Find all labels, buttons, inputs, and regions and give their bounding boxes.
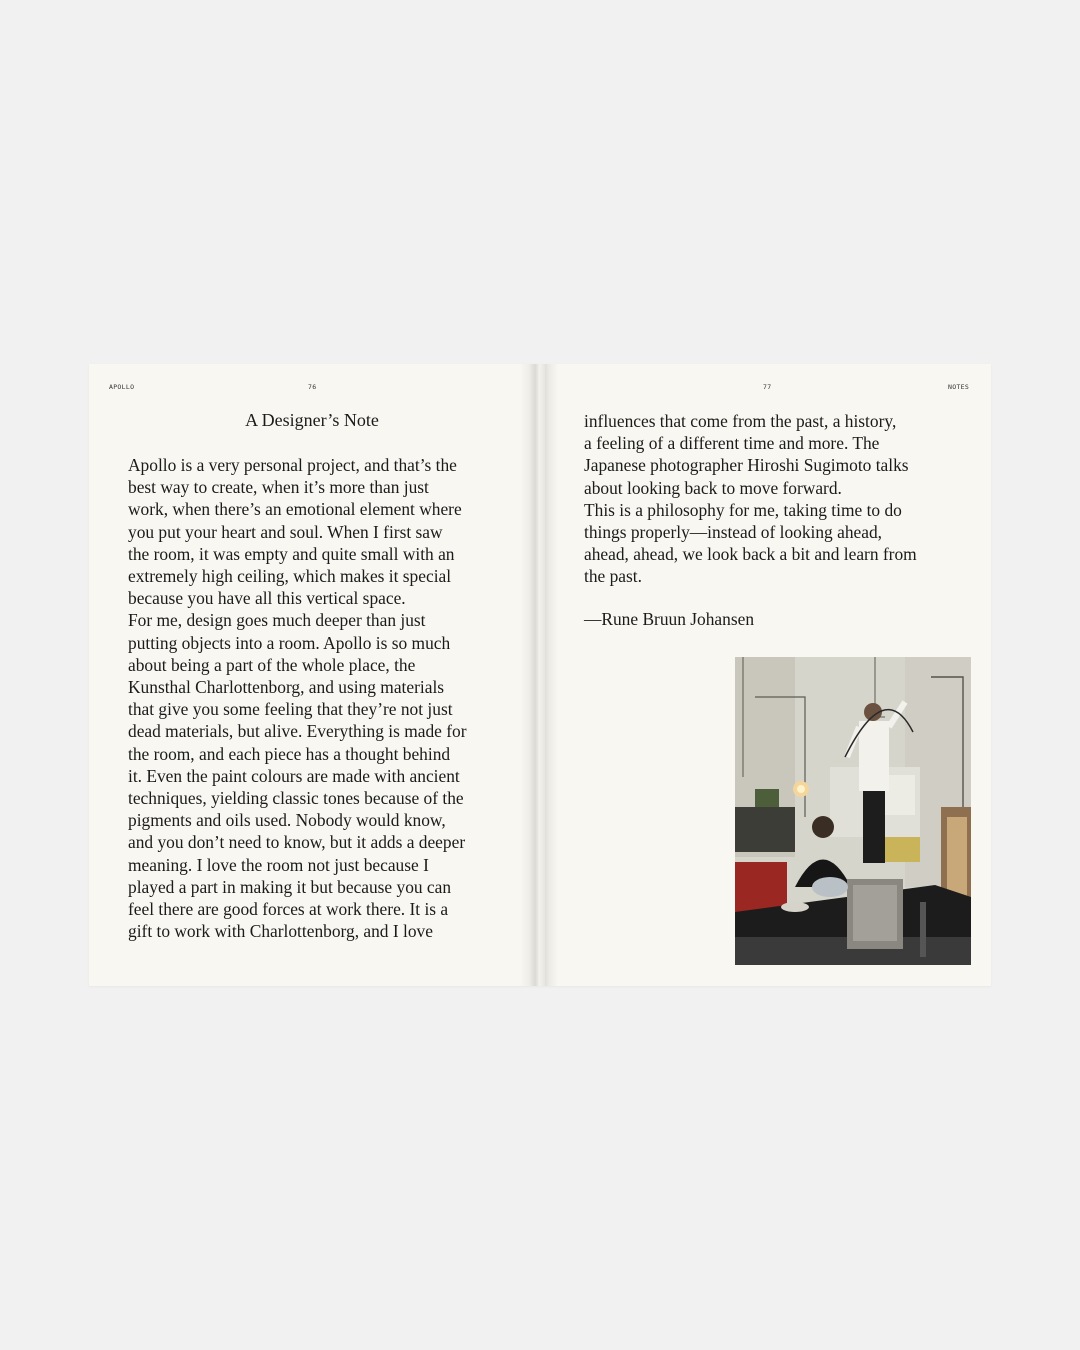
- right-body-text: [584, 410, 917, 588]
- author-signature: —Rune Bruun Johansen: [584, 609, 755, 629]
- left-body-text: [128, 454, 467, 942]
- paragraph: Apollo is a very personal project, and that’s the best way to create, when it’s more than just work, when there’s an emotional element where you put your heart and soul. When I first saw the room, it was empty and quite small with an extremely high ceiling, which makes it special because you have all this vertical space.: [128, 455, 462, 609]
- page-number-right: 77: [763, 383, 772, 391]
- left-page: [89, 364, 540, 986]
- paragraph: This is a philosophy for me, taking time to do things properly—instead of looking ahead, ahead, ahead, we look back a bit and learn from the past.: [584, 499, 917, 587]
- paragraph: influences that come from the past, a history, a feeling of a different time and more. The Japanese photographer Hiroshi Sugimoto talks about looking back to move forward.: [584, 411, 909, 498]
- article-title: A Designer’s Note: [245, 410, 379, 430]
- book-spine: [535, 364, 545, 986]
- page-number-left: 76: [308, 383, 317, 391]
- running-head-right: NOTES: [948, 383, 970, 391]
- paragraph: For me, design goes much deeper than just putting objects into a room. Apollo is so much about being a part of the whole place, the Kunsthal Charlottenborg, and using materials that give you some feeling that they’re not just dead materials, but alive. Everything is made for the room, and each piece has a thought behind it. Even the paint colours are made with ancient techniques, yielding classic tones because of the pigments and oils used. Nobody would know, and you don’t need to know, but it adds a deeper meaning. I love the room not just because I played a part in making it but because you can feel there are good forces at work there. It is a gift to work with Charlottenborg, and I love: [128, 610, 467, 942]
- two-people-in-bar-interior-photo: [735, 657, 971, 965]
- running-head-left: APOLLO: [109, 383, 135, 391]
- book-spread: [89, 364, 991, 986]
